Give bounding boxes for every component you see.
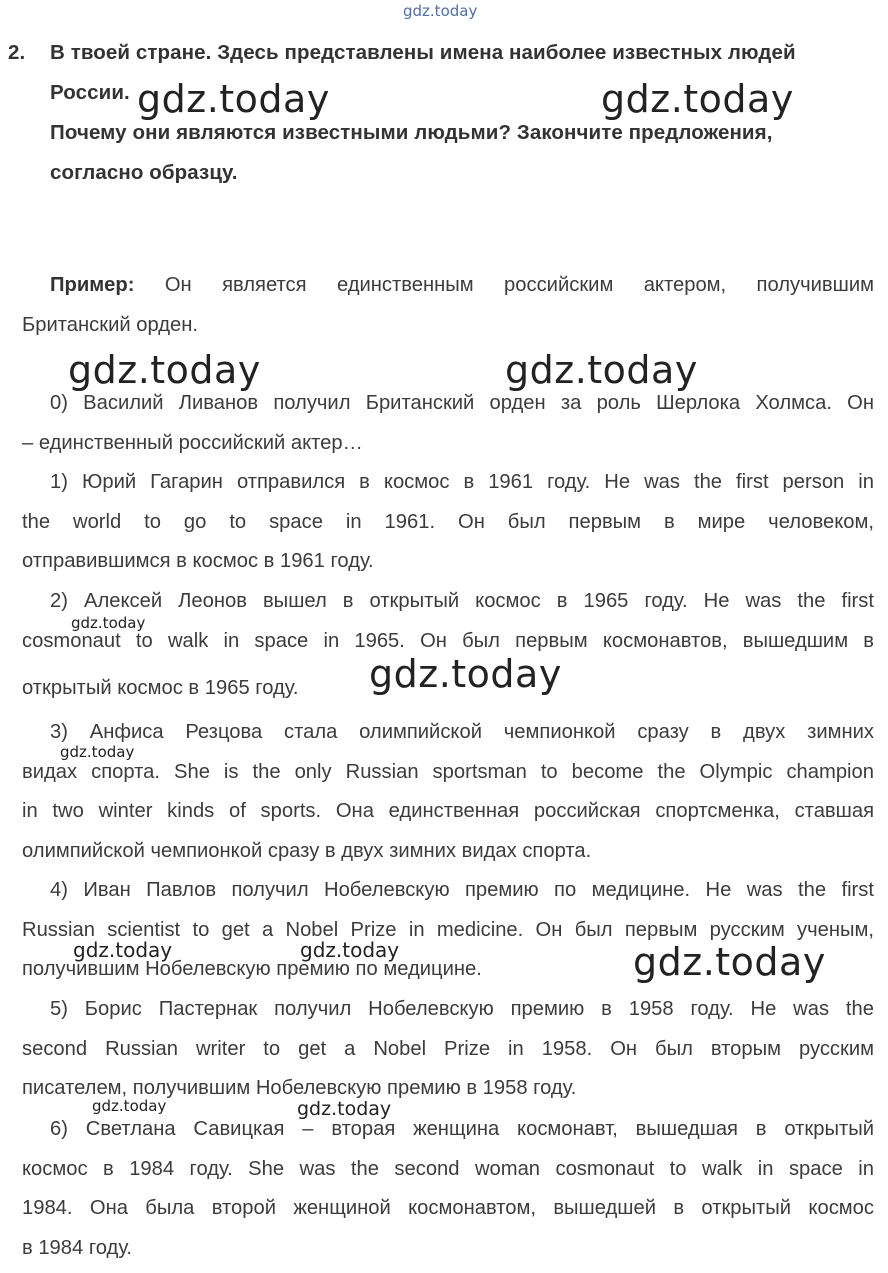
task-line-4: согласно образцу. [50, 161, 238, 184]
watermark-small: gdz.today [92, 1097, 167, 1115]
answer-line: отправившимся в космос в 1961 году. [22, 550, 374, 572]
task-line-3: Почему они являются известными людьми? Закончите предложения, [50, 121, 773, 144]
answer-line: 6) Светлана Савицкая – вторая женщина космонавт, вышедшая в открытый [50, 1118, 874, 1140]
watermark-large: gdz.today [601, 77, 794, 121]
answer-line: second Russian writer to get a Nobel Prize in 1958. Он был вторым русским [22, 1037, 874, 1060]
answer-line: видах спорта. She is the only Russian sportsman to become the Olympic champion [22, 760, 874, 783]
answer-line: 4) Иван Павлов получил Нобелевскую премию по медицине. He was the first [50, 879, 874, 901]
answer-line: писателем, получившим Нобелевскую премию в 1958 году. [22, 1077, 577, 1099]
answer-line: 1) Юрий Гагарин отправился в космос в 1961 году. He was the first person in [50, 471, 874, 493]
answer-line: – единственный российский актер… [22, 431, 363, 454]
answer-line: в 1984 году. [22, 1236, 133, 1259]
answer-line: cosmonaut to walk in space in 1965. Он был первым космонавтов, вышедшим в [22, 629, 874, 652]
answer-item-5 [22, 990, 874, 1109]
answer-line: космос в 1984 году. She was the second woman cosmonaut to walk in space in [22, 1157, 874, 1180]
answer-line: 1984. Она была второй женщиной космонавтом, вышедшей в открытый космос [22, 1197, 874, 1219]
task-line-2: России. [50, 81, 130, 104]
example-paragraph [22, 266, 874, 345]
watermark-small: gdz.today [297, 1098, 392, 1120]
answer-line: олимпийской чемпионкой сразу в двух зимних видах спорта. [22, 839, 592, 862]
answer-item-0 [22, 384, 874, 463]
task-number: 2. [8, 41, 26, 64]
watermark-large: gdz.today [369, 652, 562, 696]
answer-line: Russian scientist to get a Nobel Prize in medicine. Он был первым русским ученым, [22, 918, 874, 941]
answer-item-3 [22, 713, 874, 871]
answer-item-6 [22, 1110, 874, 1268]
answer-line: 5) Борис Пастернак получил Нобелевскую премию в 1958 году. He was the [50, 998, 874, 1020]
example-line-2: Британский орден. [22, 313, 198, 336]
answer-line: the world to go to space in 1961. Он был первым в мире человеком, [22, 510, 874, 533]
answer-line: получившим Нобелевскую премию по медицине. [22, 958, 482, 980]
answer-line: открытый космос в 1965 году. [22, 677, 299, 699]
watermark-large: gdz.today [137, 77, 330, 121]
answer-line: 2) Алексей Леонов вышел в открытый космос в 1965 году. He was the first [50, 590, 874, 612]
watermark-large: gdz.today [505, 348, 698, 392]
example-line-1: Он является единственным российским актером, получившим [164, 274, 874, 296]
answer-item-1 [22, 463, 874, 582]
answer-line: in two winter kinds of sports. Она единственная российская спортсменка, ставшая [22, 800, 874, 822]
task-line-1: В твоей стране. Здесь представлены имена наиболее известных людей [50, 41, 796, 64]
answer-line: 3) Анфиса Резцова стала олимпийской чемпионкой сразу в двух зимних [50, 721, 874, 743]
watermark-large: gdz.today [633, 940, 826, 984]
watermark-small: gdz.today [73, 938, 173, 962]
example-label: Пример: [50, 274, 135, 296]
watermark-top: gdz.today [403, 2, 478, 20]
watermark-large: gdz.today [68, 348, 261, 392]
watermark-small: gdz.today [60, 743, 135, 761]
watermark-small: gdz.today [71, 614, 146, 632]
watermark-small: gdz.today [300, 938, 400, 962]
answer-line: 0) Василий Ливанов получил Британский орден за роль Шерлока Холмса. Он [50, 392, 874, 414]
